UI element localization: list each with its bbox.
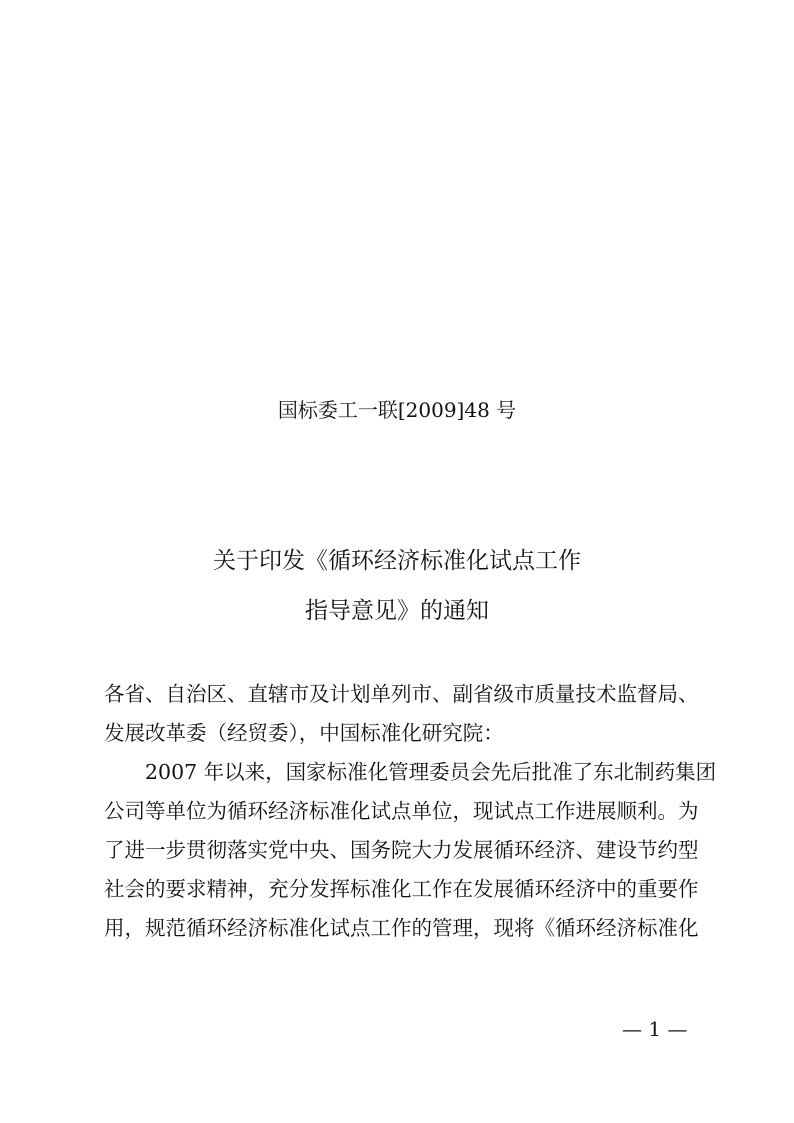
page-number: — 1 — [622, 1017, 688, 1041]
addressee-line-1: 各省、自治区、直辖市及计划单列市、副省级市质量技术监督局、 [104, 682, 699, 706]
paragraph-line-5: 用，规范循环经济标准化试点工作的管理，现将《循环经济标准化 [104, 916, 699, 940]
addressee-line-2: 发展改革委（经贸委），中国标准化研究院： [104, 721, 504, 745]
paragraph-line-2: 公司等单位为循环经济标准化试点单位，现试点工作进展顺利。为 [104, 799, 699, 823]
document-body [104, 675, 717, 948]
paragraph-line-4: 社会的要求精神，充分发挥标准化工作在发展循环经济中的重要作 [104, 877, 699, 901]
paragraph-line-1: 2007 年以来，国家标准化管理委员会先后批准了东北制药集团 [145, 760, 717, 784]
document-title [0, 536, 794, 636]
paragraph-line-3: 了进一步贯彻落实党中央、国务院大力发展循环经济、建设节约型 [104, 838, 699, 862]
title-line-1: 关于印发《循环经济标准化试点工作 [213, 548, 581, 574]
document-number: 国标委工一联[2009]48 号 [277, 398, 517, 422]
title-line-2: 指导意见》的通知 [305, 598, 489, 624]
